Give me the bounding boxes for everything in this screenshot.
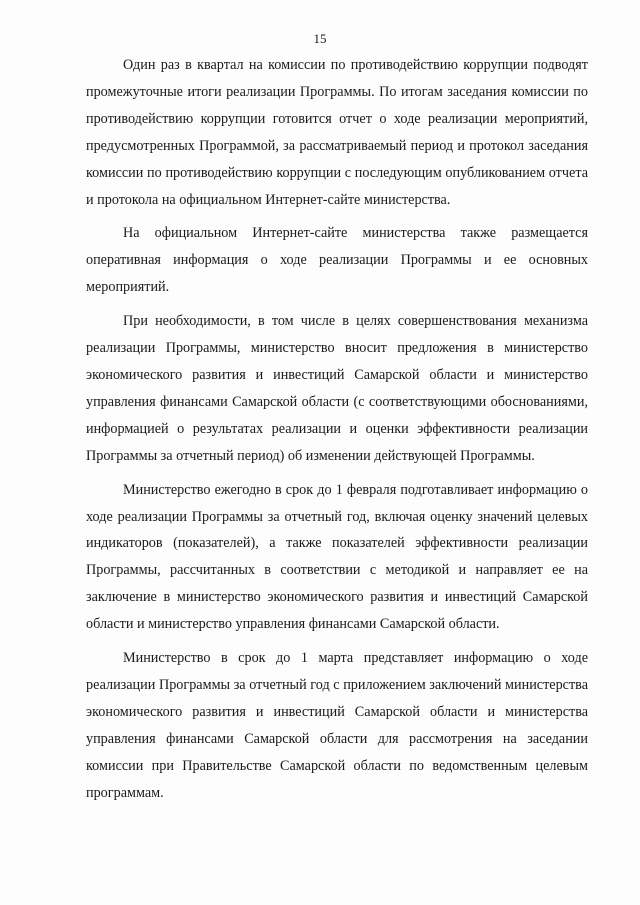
paragraph-website-publication: На официальном Интернет-сайте министерства также размещается оперативная информация о ходе реализации Программы и ее основных мероприятий. bbox=[86, 225, 588, 296]
paragraph-report-march: Министерство в срок до 1 марта представляет информацию о ходе реализации Программы за отчетный год с приложением заключений министерства экономического развития и инвестиций Самарской области и министерства управления финансами Самарской области для рассмотрения на заседании комиссии при Правительстве Самарской области по ведомственным целевым программам. bbox=[86, 650, 588, 801]
paragraph-annual-report-february: Министерство ежегодно в срок до 1 февраля подготавливает информацию о ходе реализации Программы за отчетный год, включая оценку значений целевых индикаторов (показателей), а также показателей эффективности реализации Программы, рассчитанных в соответствии с методикой и направляет ее на заключение в министерство экономического развития и инвестиций Самарской области и министерство управления финансами Самарской области. bbox=[86, 481, 588, 633]
paragraph-quarterly-review: Один раз в квартал на комиссии по противодействию коррупции подводят промежуточные итоги реализации Программы. По итогам заседания комиссии по противодействию коррупции готовится отчет о ходе реализации мероприятий, предусмотренных Программой, за рассматриваемый период и протокол заседания комиссии по противодействию коррупции с последующим опубликованием отчета и протокола на официальном Интернет-сайте министерства. bbox=[86, 57, 588, 208]
page-number: 15 bbox=[313, 31, 327, 46]
document-body bbox=[86, 52, 588, 813]
paragraph-program-amendments: При необходимости, в том числе в целях совершенствования механизма реализации Программы, министерство вносит предложения в министерство экономического развития и инвестиций Самарской области и министерство управления финансами Самарской области (с соответствующими обоснованиями, информацией о результатах реализации и оценки эффективности реализации Программы за отчетный период) об изменении действующей Программы. bbox=[86, 313, 588, 464]
